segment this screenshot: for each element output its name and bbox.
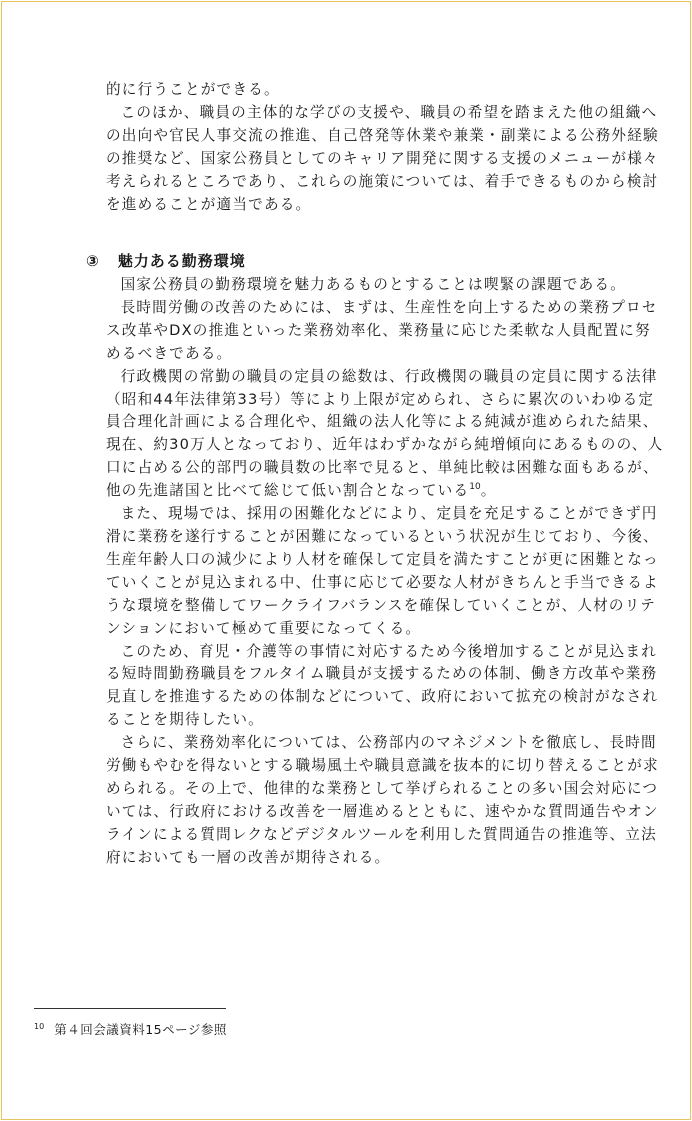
section-number: ③ — [86, 252, 100, 270]
document-page — [1, 1, 691, 1120]
footnote-reference[interactable]: 10 — [469, 482, 481, 493]
footnote-number: 10 — [34, 1022, 45, 1031]
footnote — [34, 1018, 227, 1039]
paragraph-career-support: このほか、職員の主体的な学びの支援や、職員の希望を踏まえた他の組織への出向や官民人事交流の推進、自己啓発等休業や兼業・副業による公務外経験の推奨など、国家公務員としてのキャリア開発に関する支援のメニューが様々考えられるところであり、これらの施策については、着手できるものから検討を進めることが適当である。 — [106, 103, 659, 213]
section-heading — [86, 250, 246, 272]
section-title: 魅力ある勤務環境 — [117, 252, 246, 270]
paragraph-staff-quota-end: 。 — [480, 482, 497, 500]
paragraph-urgent-issue: 国家公務員の勤務環境を魅力あるものとすることは喫緊の課題である。 — [120, 276, 626, 293]
text-block-environment — [106, 274, 666, 870]
paragraph-staff-quota-text: 行政機関の常勤の職員の定員の総数は、行政機関の職員の定員に関する法律（昭和44年法律第33号）等により上限が定められ、さらに累次のいわゆる定員合理化計画による合理化や、組織の法人化等による純減が進められた結果、現在、約30万人となっており、近年はわずかながら純増傾向にあるものの、人口に占める公的部門の職員数の比率で見ると、単純比較は困難な面もあるが、他の先進諸国と比べて総じて低い割合となっている — [106, 367, 664, 500]
text-block-intro — [106, 79, 666, 216]
footnote-text: 第４回会議資料15ページ参照 — [54, 1022, 227, 1038]
footnote-divider — [34, 1008, 226, 1009]
paragraph-continuation: 的に行うことができる。 — [106, 81, 280, 98]
paragraph-recruitment: また、現場では、採用の困難化などにより、定員を充足することができず円滑に業務を遂行することが困難になっているという状況が生じており、今後、生産年齢人口の減少により人材を確保して定員を満たすことが更に困難となっていくことが見込まれる中、仕事に応じて必要な人材がきちんと手当できるような環境を整備してワークライフバランスを確保していくことが、人材のリテンションにおいて極めて重要になってくる。 — [106, 505, 659, 637]
paragraph-support-system: このため、育児・介護等の事情に対応するため今後増加することが見込まれる短時間勤務職員をフルタイム職員が支援するための体制、働き方改革や業務見直しを推進するための体制などについて、政府において拡充の検討がなされることを期待したい。 — [106, 642, 659, 729]
paragraph-staff-quota — [106, 366, 666, 503]
paragraph-efficiency: さらに、業務効率化については、公務部内のマネジメントを徹底し、長時間労働もやむを得ないとする職場風土や職員意識を抜本的に切り替えることが求められる。その上で、他律的な業務として挙げられることの多い国会対応については、行政府における改善を一層進めるとともに、速やかな質問通告やオンラインによる質問レクなどデジタルツールを利用した質問通告の推進等、立法府においても一層の改善が期待される。 — [106, 734, 659, 866]
paragraph-long-hours: 長時間労働の改善のためには、まずは、生産性を向上するための業務プロセス改革やDXの推進といった業務効率化、業務量に応じた柔軟な人員配置に努めるべきである。 — [106, 298, 658, 362]
